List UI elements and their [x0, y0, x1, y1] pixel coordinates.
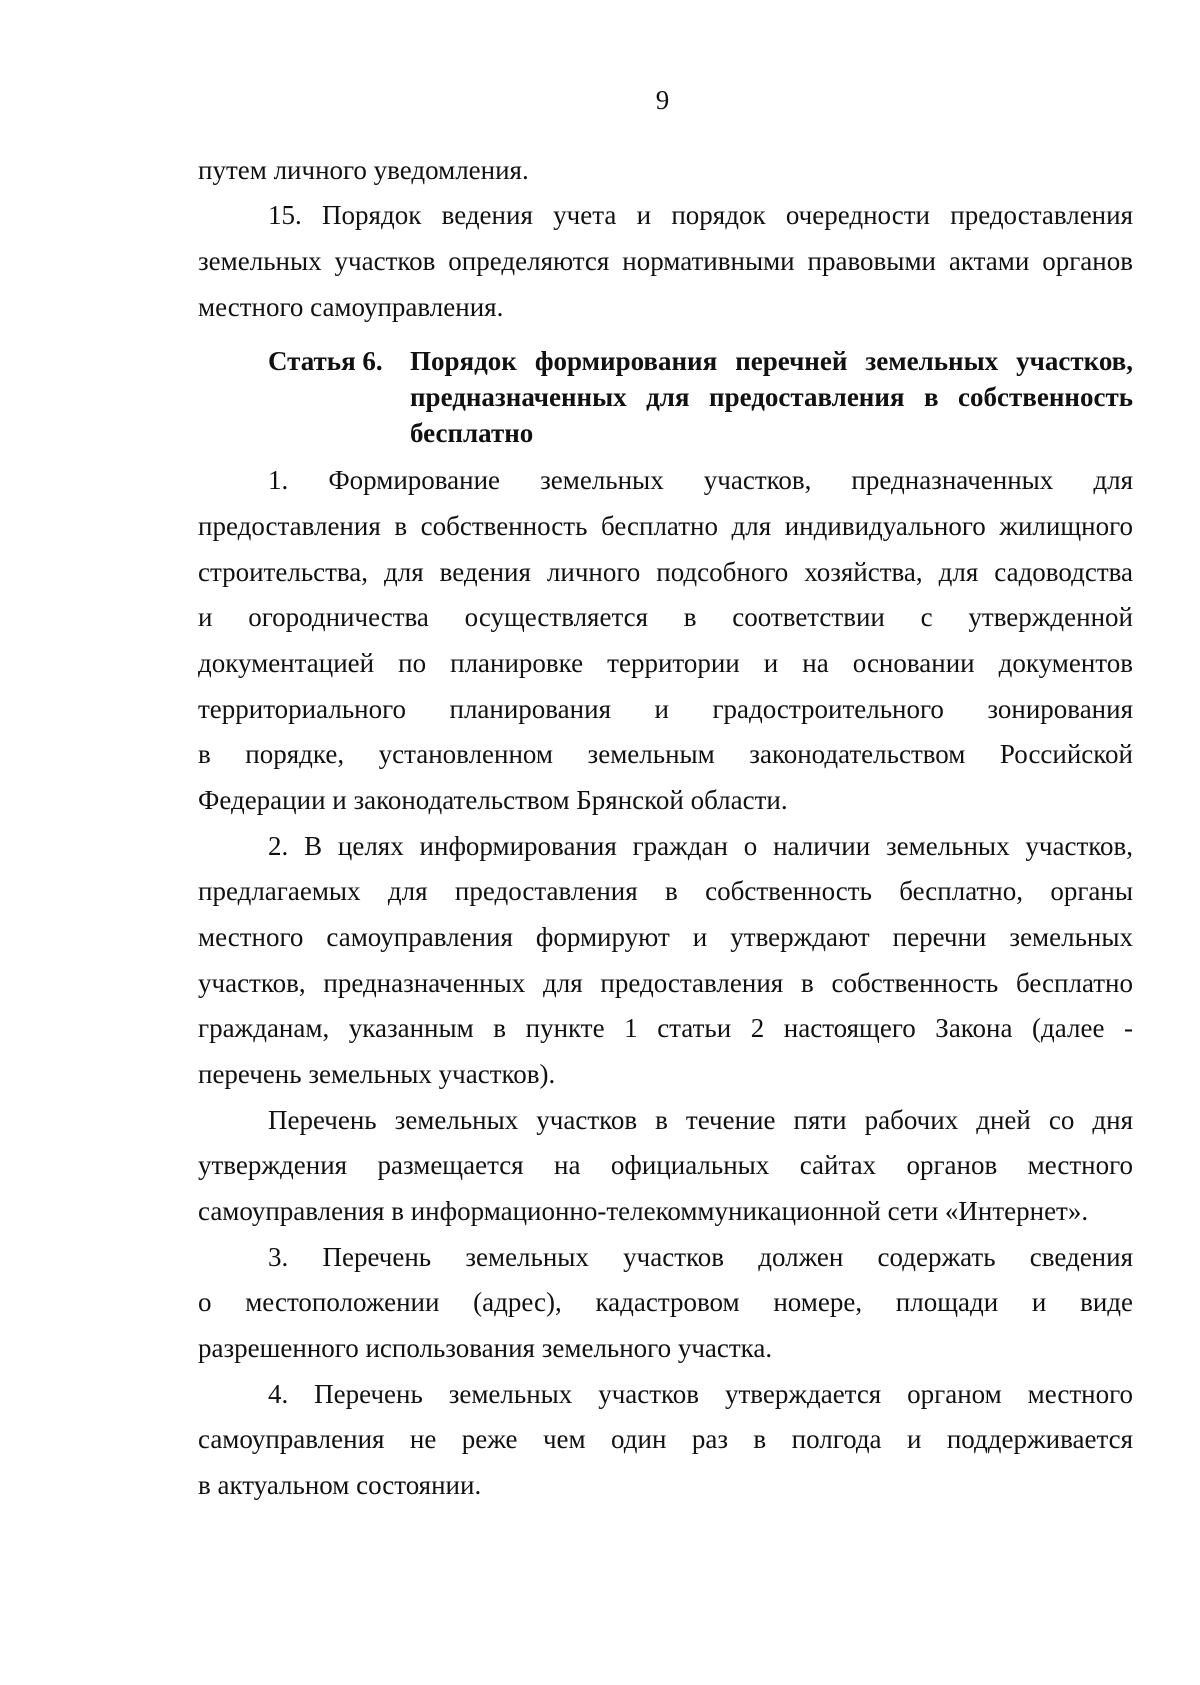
text-line: разрешенного использования земельного участка. — [198, 1333, 773, 1363]
text-line: 15. Порядок ведения учета и порядок очередности предоставления — [268, 200, 1133, 230]
text-line: утверждения размещается на официальных сайтах органов местного — [198, 1150, 1133, 1180]
article-title-line: Порядок формирования перечней земельных участков, — [410, 346, 1133, 376]
text-line: местного самоуправления. — [198, 292, 504, 322]
text-line: путем личного уведомления. — [198, 155, 529, 185]
text-line: предоставления в собственность бесплатно для индивидуального жилищного — [198, 511, 1133, 541]
text-line: самоуправления не реже чем один раз в полгода и поддерживается — [198, 1424, 1133, 1454]
article-title-line: предназначенных для предоставления в собственность — [410, 382, 1133, 412]
text-line: строительства, для ведения личного подсобного хозяйства, для садоводства — [198, 557, 1133, 587]
text-line: перечень земельных участков). — [198, 1059, 556, 1089]
text-line: территориального планирования и градостроительного зонирования — [198, 694, 1133, 724]
article-title-line: бесплатно — [410, 418, 534, 448]
text-line: в порядке, установленном земельным законодательством Российской — [198, 739, 1133, 769]
text-line: предлагаемых для предоставления в собственность бесплатно, органы — [198, 876, 1133, 906]
text-line: гражданам, указанным в пункте 1 статьи 2 настоящего Закона (далее - — [198, 1013, 1133, 1043]
text-line: Федерации и законодательством Брянской области. — [198, 785, 788, 815]
text-line: 2. В целях информирования граждан о наличии земельных участков, — [268, 831, 1133, 861]
text-line: в актуальном состоянии. — [198, 1470, 482, 1500]
text-line: Перечень земельных участков в течение пяти рабочих дней со дня — [268, 1105, 1133, 1135]
text-line: местного самоуправления формируют и утверждают перечни земельных — [198, 922, 1133, 952]
text-line: самоуправления в информационно-телекоммуникационной сети «Интернет». — [198, 1196, 1089, 1226]
page-number: 9 — [655, 85, 670, 115]
text-line: земельных участков определяются нормативными правовыми актами органов — [198, 246, 1133, 276]
text-line: 1. Формирование земельных участков, предназначенных для — [268, 465, 1133, 495]
text-line: о местоположении (адрес), кадастровом номере, площади и виде — [198, 1287, 1133, 1317]
text-line: и огородничества осуществляется в соответствии с утвержденной — [198, 602, 1133, 632]
text-line: участков, предназначенных для предоставления в собственность бесплатно — [198, 968, 1133, 998]
text-line: 3. Перечень земельных участков должен содержать сведения — [268, 1242, 1133, 1272]
text-line: документацией по планировке территории и на основании документов — [198, 648, 1133, 678]
text-line: 4. Перечень земельных участков утверждается органом местного — [268, 1379, 1133, 1409]
article-label: Статья 6. — [268, 346, 383, 376]
